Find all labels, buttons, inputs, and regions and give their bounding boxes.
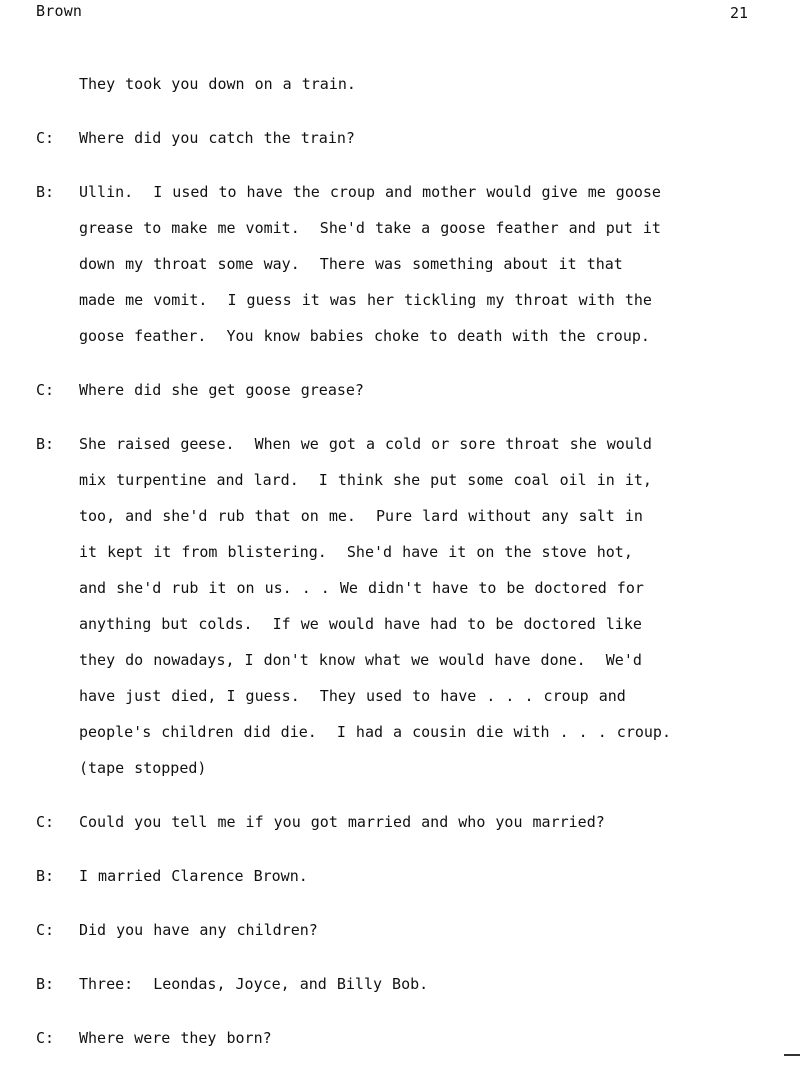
entry-text <box>79 912 779 948</box>
speaker-label: B: <box>36 183 55 201</box>
text-line: have just died, I guess. They used to have . . . croup and <box>79 687 626 705</box>
text-line: anything but colds. If we would have had to be doctored like <box>79 615 642 633</box>
entry-text <box>79 858 779 894</box>
speaker-label: C: <box>36 129 55 147</box>
entry-text <box>79 966 779 1002</box>
speaker-label: C: <box>36 381 55 399</box>
text-line: they do nowadays, I don't know what we would have done. We'd <box>79 651 642 669</box>
text-line: Where did she get goose grease? <box>79 381 364 399</box>
text-line: Three: Leondas, Joyce, and Billy Bob. <box>79 975 429 993</box>
entry-text <box>79 372 779 408</box>
entry-text <box>79 66 779 102</box>
text-line: too, and she'd rub that on me. Pure lard without any salt in <box>79 507 643 525</box>
text-line: Could you tell me if you got married and who you married? <box>79 813 605 831</box>
speaker-label: C: <box>36 921 55 939</box>
text-line: Where were they born? <box>79 1029 272 1047</box>
speaker-label: B: <box>36 435 55 453</box>
text-line: They took you down on a train. <box>79 75 356 93</box>
speaker-label: C: <box>36 813 55 831</box>
text-line: (tape stopped) <box>79 759 207 777</box>
header-page-number: 21 <box>729 4 748 22</box>
text-line: Where did you catch the train? <box>79 129 355 147</box>
speaker-label: C: <box>36 1029 55 1047</box>
entry-text <box>79 804 779 840</box>
text-line: mix turpentine and lard. I think she put some coal oil in it, <box>79 471 652 489</box>
text-line: Ullin. I used to have the croup and mother would give me goose <box>79 183 661 201</box>
text-line: grease to make me vomit. She'd take a goose feather and put it <box>79 219 661 237</box>
text-line: goose feather. You know babies choke to death with the croup. <box>79 327 650 345</box>
text-line: it kept it from blistering. She'd have it on the stove hot, <box>79 543 633 561</box>
speaker-label: B: <box>36 867 55 885</box>
text-line: and she'd rub it on us. . . We didn't have to be doctored for <box>79 579 644 597</box>
scan-edge-mark <box>784 1054 800 1056</box>
text-line: She raised geese. When we got a cold or sore throat she would <box>79 435 652 453</box>
header-interviewee-name: Brown <box>36 2 83 20</box>
speaker-label: B: <box>36 975 55 993</box>
text-line: I married Clarence Brown. <box>79 867 308 885</box>
entry-text <box>79 174 779 354</box>
entry-text <box>79 120 779 156</box>
text-line: people's children did die. I had a cousin die with . . . croup. <box>79 723 671 741</box>
entry-text <box>79 1020 779 1056</box>
text-line: made me vomit. I guess it was her tickling my throat with the <box>79 291 652 309</box>
entry-text <box>79 426 779 786</box>
text-line: Did you have any children? <box>79 921 318 939</box>
text-line: down my throat some way. There was something about it that <box>79 255 623 273</box>
